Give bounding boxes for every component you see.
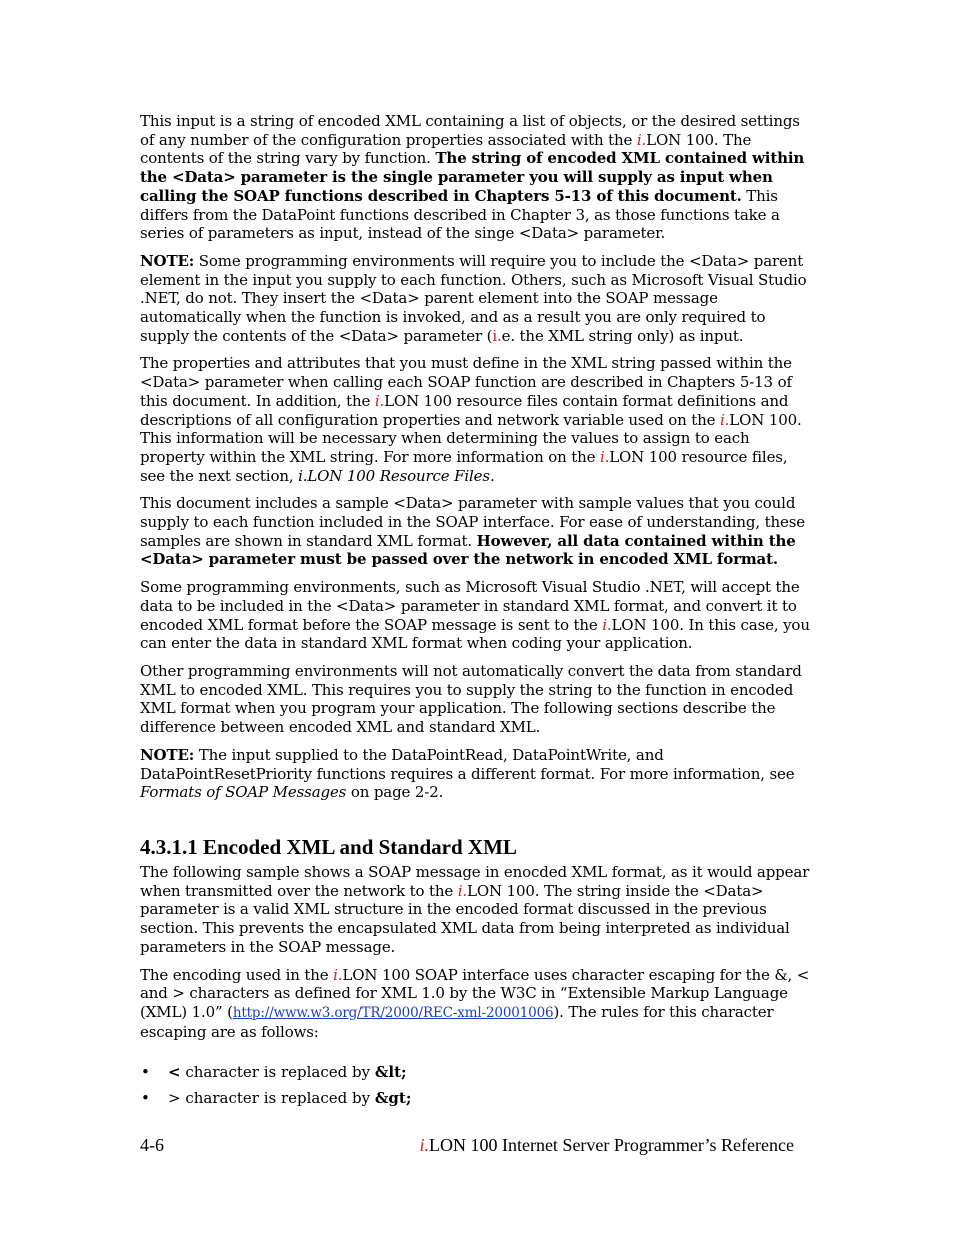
note-label: NOTE:: [140, 251, 195, 270]
document-title: i.LON 100 Internet Server Programmer’s Reference: [419, 1135, 794, 1155]
ilon-prefix: i.: [636, 130, 647, 149]
resource-files-reference: i.LON 100 Resource Files: [298, 466, 490, 485]
w3c-xml-link[interactable]: http://www.w3.org/TR/2000/REC-xml-20001006: [232, 1004, 554, 1021]
note-data-parent: NOTE: Some programming environments will require you to include the <Data> parent element in the input you supply to each function. Others, such as Microsoft Visual Studio .NET, do not. They insert the <Data> parent element into the SOAP message automatically when the function is invoked, and as a result you are only required to supply the contents of the <Data> parameter (i.e. the XML string only) as input.: [140, 251, 807, 345]
bold-statement: The string of encoded XML contained within the <Data> parameter is the single parameter you will supply as input when calling the SOAP functions described in Chapters 5-13 of this document.: [140, 149, 805, 205]
section-body: [140, 863, 816, 1050]
note-datapoint-functions: NOTE: The input supplied to the DataPointRead, DataPointWrite, and DataPointResetPriority functions requires a different format. For more information, see Formats of SOAP Messages on page 2-2.: [140, 745, 795, 802]
list-item: • < character is replaced by &lt;: [141, 1063, 407, 1081]
ilon-prefix: i.: [419, 1135, 429, 1155]
bold-statement: However, all data contained within the <Data> parameter must be passed over the network in encoded XML format.: [140, 531, 796, 569]
escape-rules-list: [140, 1063, 816, 1115]
paragraph-encoded-sample: The following sample shows a SOAP message in enocded XML format, as it would appear when transmitted over the network to the i.LON 100. The string inside the <Data> parameter is a valid XML structure in the encoded format discussed in the previous section. This prevents the encapsulated XML data from being interpreted as individual parameters in the SOAP message.: [140, 863, 810, 956]
ilon-prefix: i.: [720, 410, 730, 429]
ilon-prefix: i.: [374, 391, 385, 410]
ilon-prefix: i.: [602, 615, 612, 634]
ilon-prefix: i.: [333, 965, 343, 984]
ilon-prefix: i.: [457, 881, 468, 900]
body-text: [140, 112, 816, 802]
note-label: NOTE:: [140, 745, 195, 764]
paragraph-data-input: This input is a string of encoded XML containing a list of objects, or the desired settings of any number of the configuration properties associated with the i.LON 100. The contents of the string vary by function. The string of encoded XML contained within the <Data> parameter is the single parameter you will supply as input when calling the SOAP functions described in Chapters 5-13 of this document. This differs from the DataPoint functions described in Chapter 3, as those functions take a series of parameters as input, instead of the singe <Data> parameter.: [140, 112, 805, 243]
paragraph-encoding-rules: The encoding used in the i.LON 100 SOAP interface uses character escaping for the &, < and > characters as defined for XML 1.0 by the W3C in “Extensible Markup Language (XML) 1.0” (http://www.w3.org/TR/2000/REC-xml-20001006). The rules for this character escaping are as follows:: [140, 965, 810, 1041]
bullet-icon: •: [141, 1089, 150, 1107]
bullet-icon: •: [141, 1063, 150, 1081]
paragraph-other-environments: Other programming environments will not automatically convert the data from standard XML to encoded XML. This requires you to supply the string to the function in encoded XML format when you program your application. The following sections describe the difference between encoded XML and standard XML.: [140, 661, 802, 737]
page-number: 4-6: [140, 1135, 164, 1155]
section-heading: 4.3.1.1 Encoded XML and Standard XML: [140, 835, 517, 859]
paragraph-properties: The properties and attributes that you must define in the XML string passed within the <Data> parameter when calling each SOAP function are described in Chapters 5-13 of this document. In addition, the i.LON 100 resource files contain format definitions and descriptions of all configuration properties and network variable used on the i.LON 100. This information will be necessary when determining the values to assign to each property within the XML string. For more information on the i.LON 100 resource files, see the next section, i.LON 100 Resource Files.: [140, 354, 802, 485]
ilon-prefix: i.: [599, 447, 610, 466]
soap-formats-reference: Formats of SOAP Messages: [140, 783, 347, 802]
paragraph-sample-data: This document includes a sample <Data> parameter with sample values that you could supply to each function included in the SOAP interface. For ease of understanding, these samples are shown in standard XML format. However, all data contained within the <Data> parameter must be passed over the network in encoded XML format.: [140, 494, 805, 569]
list-item: • > character is replaced by &gt;: [141, 1089, 412, 1107]
ie-prefix: i.: [492, 326, 502, 345]
paragraph-visual-studio: Some programming environments, such as Microsoft Visual Studio .NET, will accept the data to be included in the <Data> parameter in standard XML format, and convert it to encoded XML format before the SOAP message is sent to the i.LON 100. In this case, you can enter the data in standard XML format when coding your application.: [140, 578, 810, 653]
